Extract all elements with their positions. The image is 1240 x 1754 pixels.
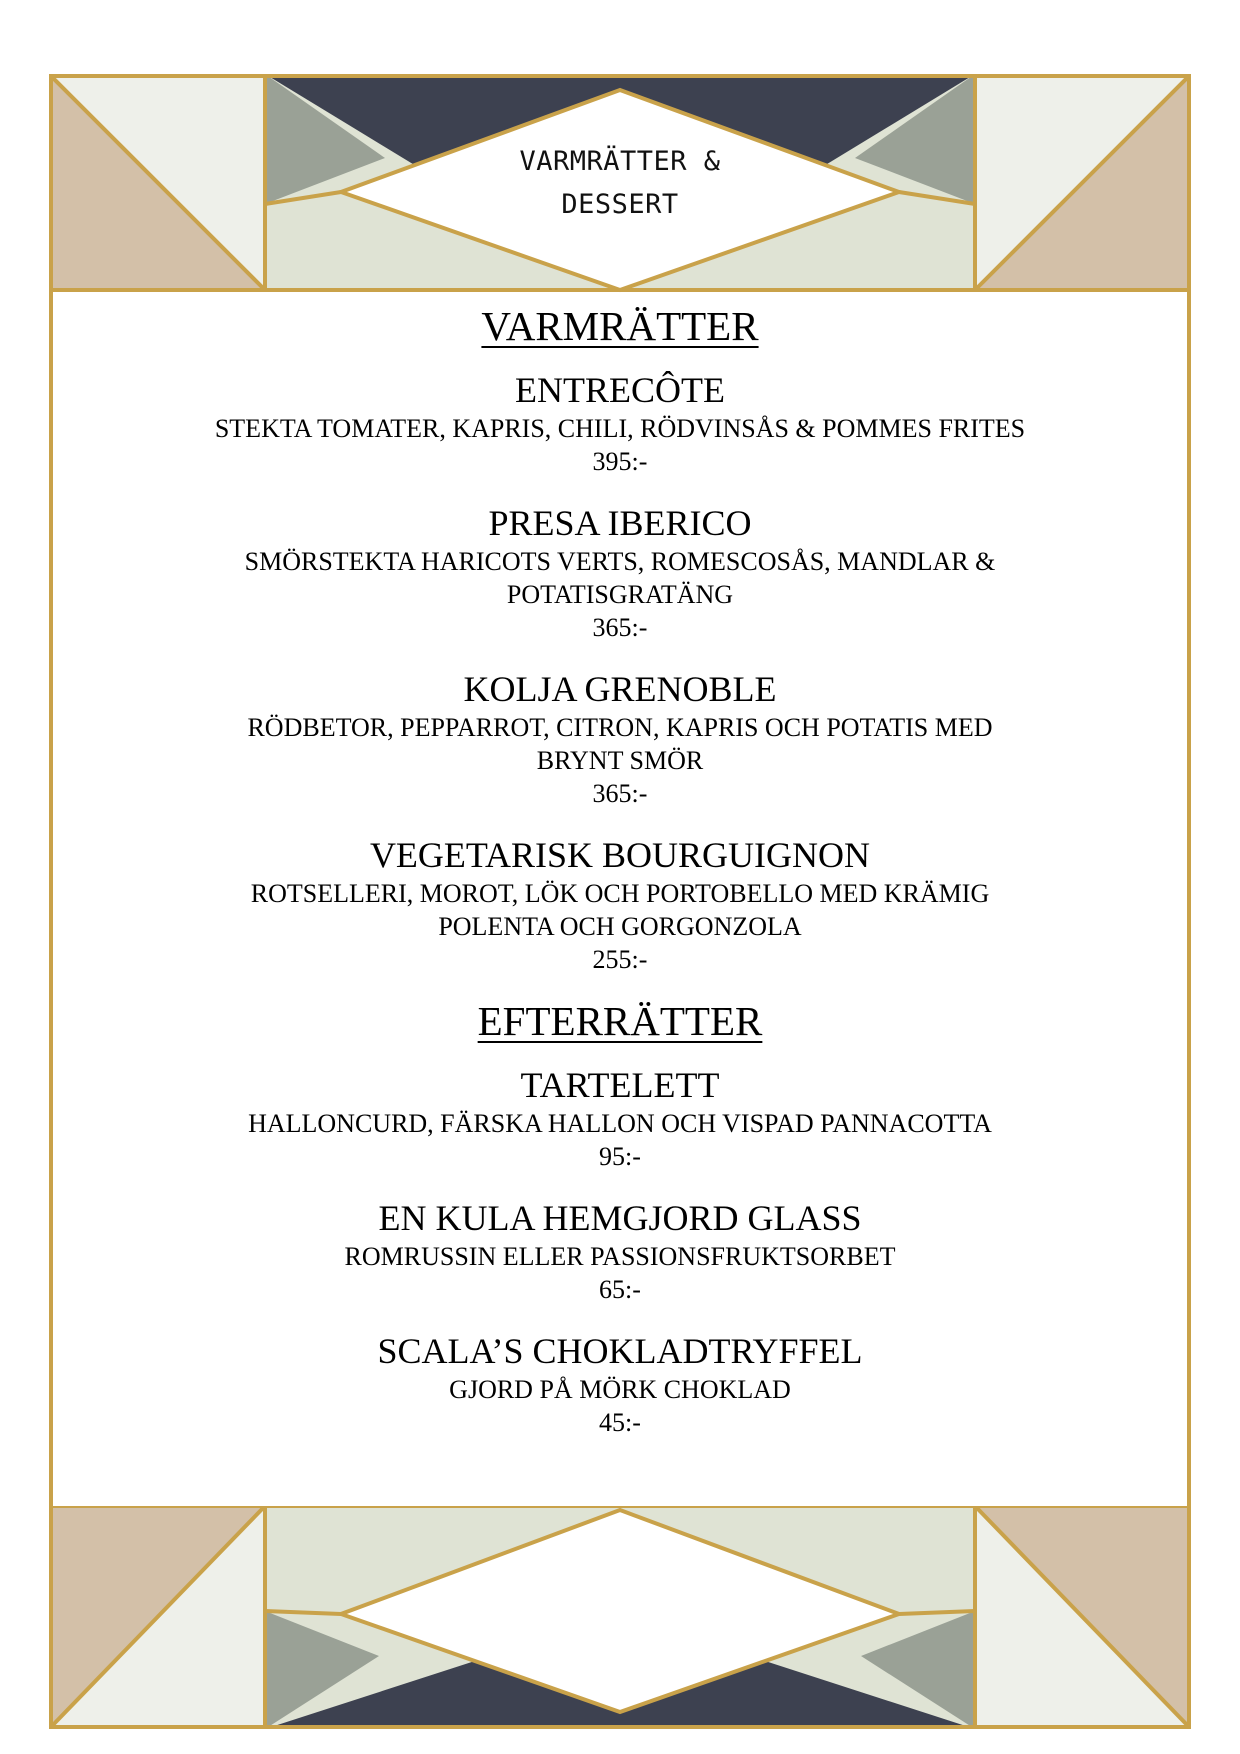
- item-price: 45:-: [599, 1408, 641, 1437]
- item-description: GJORD PÅ MÖRK CHOKLAD: [449, 1375, 791, 1404]
- item-description: HALLONCURD, FÄRSKA HALLON OCH VISPAD PANNACOTTA: [248, 1109, 992, 1138]
- menu-content: [120, 300, 1120, 1462]
- item-description: STEKTA TOMATER, KAPRIS, CHILI, RÖDVINSÅS & POMMES FRITES: [214, 414, 1026, 443]
- item-description-line2: POTATISGRATÄNG: [506, 580, 734, 609]
- section-title-mains: VARMRÄTTER: [481, 303, 759, 349]
- menu-item-tartelett: [120, 1063, 1120, 1174]
- item-price: 65:-: [599, 1275, 641, 1304]
- item-price: 95:-: [599, 1142, 641, 1171]
- item-price: 255:-: [592, 945, 648, 974]
- header-badge-line2: DESSERT: [561, 189, 679, 220]
- menu-item-chokladtryffel: [120, 1329, 1120, 1440]
- item-description: ROTSELLERI, MOROT, LÖK OCH PORTOBELLO MED KRÄMIG: [250, 879, 990, 908]
- item-price: 365:-: [592, 613, 648, 642]
- item-description: RÖDBETOR, PEPPARROT, CITRON, KAPRIS OCH POTATIS MED: [247, 713, 993, 742]
- item-name: PRESA IBERICO: [488, 503, 752, 543]
- item-name: KOLJA GRENOBLE: [463, 669, 777, 709]
- item-price: 395:-: [592, 447, 648, 476]
- item-description-line2: POLENTA OCH GORGONZOLA: [438, 912, 802, 941]
- item-name: SCALA’S CHOKLADTRYFFEL: [377, 1331, 863, 1371]
- menu-item-entrecote: [120, 368, 1120, 479]
- section-title-desserts: EFTERRÄTTER: [477, 998, 763, 1044]
- item-name: TARTELETT: [520, 1065, 720, 1105]
- menu-item-vegetarisk-bourguignon: [120, 833, 1120, 977]
- item-price: 365:-: [592, 779, 648, 808]
- menu-item-kolja-grenoble: [120, 667, 1120, 811]
- menu-item-glass: [120, 1196, 1120, 1307]
- item-description-line2: BRYNT SMÖR: [536, 746, 704, 775]
- header-badge-line1: VARMRÄTTER &: [519, 146, 721, 177]
- item-name: ENTRECÔTE: [515, 370, 725, 410]
- menu-item-presa-iberico: [120, 501, 1120, 645]
- item-description: SMÖRSTEKTA HARICOTS VERTS, ROMESCOSÅS, MANDLAR &: [244, 547, 996, 576]
- header-badge: [460, 140, 780, 226]
- item-description: ROMRUSSIN ELLER PASSIONSFRUKTSORBET: [344, 1242, 896, 1271]
- item-name: EN KULA HEMGJORD GLASS: [378, 1198, 862, 1238]
- item-name: VEGETARISK BOURGUIGNON: [369, 835, 871, 875]
